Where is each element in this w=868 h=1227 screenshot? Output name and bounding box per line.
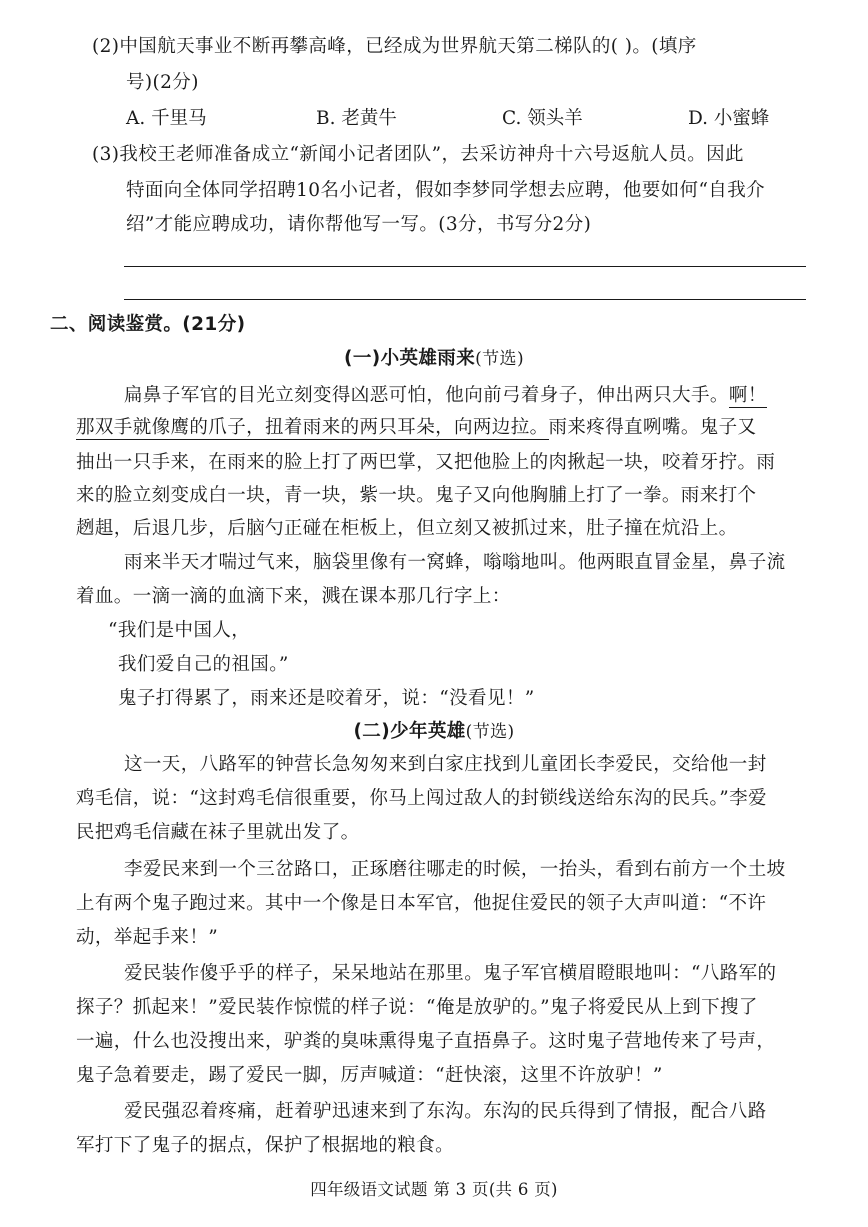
p1-line-6: 雨来半天才喘过气来，脑袋里像有一窝蜂，嗡嗡地叫。他两眼直冒金星，鼻子流 bbox=[124, 552, 786, 573]
q3-line-3: 绍”才能应聘成功，请你帮他写一写。(3分，书写分2分) bbox=[126, 214, 592, 235]
p1-underlined-sentence: 那双手就像鹰的爪子，扭着雨来的两只耳朵，向两边拉。 bbox=[76, 417, 549, 438]
passage2-title-note: (节选) bbox=[465, 722, 515, 742]
p2-line-8: 探子？抓起来！”爱民装作惊慌的样子说：“俺是放驴的。”鬼子将爱民从上到下搜了 bbox=[76, 997, 758, 1018]
p2-line-1: 这一天，八路军的钟营长急匆匆来到白家庄找到儿童团长李爱民，交给他一封 bbox=[124, 754, 767, 775]
q2-option-d: D. 小蜜蜂 bbox=[688, 108, 770, 129]
p2-line-11: 爱民强忍着疼痛，赶着驴迅速来到了东沟。东沟的民兵得到了情报，配合八路 bbox=[124, 1101, 767, 1122]
p1-line-4: 来的脸立刻变成白一块，青一块，紫一块。鬼子又向他胸脯上打了一拳。雨来打个 bbox=[76, 485, 757, 506]
passage2-title bbox=[0, 719, 868, 745]
p1-line-2 bbox=[76, 415, 756, 441]
passage1-title bbox=[0, 346, 868, 372]
q3-line-2: 特面向全体同学招聘10名小记者，假如李梦同学想去应聘，他要如何“自我介 bbox=[126, 180, 766, 201]
p1-line-7: 着血。一滴一滴的血滴下来，溅在课本那几行字上： bbox=[76, 586, 511, 607]
p1-line-3: 抽出一只手来，在雨来的脸上打了两巴掌，又把他脸上的肉揪起一块，咬着牙拧。雨 bbox=[76, 452, 776, 473]
p1-line-8: “我们是中国人， bbox=[108, 620, 251, 641]
p1-line-10: 鬼子打得累了，雨来还是咬着牙，说：“没看见！” bbox=[118, 688, 535, 709]
q2-option-b: B. 老黄牛 bbox=[316, 108, 397, 129]
answer-line-2[interactable] bbox=[124, 299, 806, 300]
section-heading: 二、阅读鉴赏。(21分) bbox=[50, 314, 246, 335]
q2-line-2: 号)(2分) bbox=[126, 72, 199, 93]
p2-line-5: 上有两个鬼子跑过来。其中一个像是日本军官，他捉住爱民的领子大声叫道：“不许 bbox=[76, 893, 767, 914]
p1-line-1 bbox=[124, 383, 767, 409]
p2-line-12: 军打下了鬼子的据点，保护了根据地的粮食。 bbox=[76, 1135, 455, 1156]
p2-line-2: 鸡毛信，说：“这封鸡毛信很重要，你马上闯过敌人的封锁线送给东沟的民兵。”李爱 bbox=[76, 788, 767, 809]
p2-line-9: 一遍，什么也没搜出来，驴粪的臭味熏得鬼子直捂鼻子。这时鬼子营地传来了号声， bbox=[76, 1031, 776, 1052]
p1-line-1-text: 扁鼻子军官的目光立刻变得凶恶可怕，他向前弓着身子，伸出两只大手。 bbox=[124, 385, 729, 406]
passage2-title-text: (二)少年英雄 bbox=[353, 721, 466, 742]
q2-line-1: (2)中国航天事业不断再攀高峰，已经成为世界航天第二梯队的( )。(填序 bbox=[92, 36, 697, 57]
p2-line-4: 李爱民来到一个三岔路口，正琢磨往哪走的时候，一抬头，看到右前方一个土坡 bbox=[124, 859, 786, 880]
p2-line-3: 民把鸡毛信藏在袜子里就出发了。 bbox=[76, 822, 360, 843]
passage1-title-note: (节选) bbox=[475, 349, 524, 369]
p2-line-6: 动，举起手来！” bbox=[76, 927, 219, 948]
p1-line-9: 我们爱自己的祖国。” bbox=[118, 654, 289, 675]
page-footer: 四年级语文试题 第 3 页(共 6 页) bbox=[310, 1180, 558, 1199]
q3-line-1: (3)我校王老师准备成立“新闻小记者团队”，去采访神舟十六号返航人员。因此 bbox=[92, 144, 744, 165]
p1-line-5: 趔趄，后退几步，后脑勺正碰在柜板上，但立刻又被抓过来，肚子撞在炕沿上。 bbox=[76, 518, 738, 539]
p1-line-2-rest: 雨来疼得直咧嘴。鬼子又 bbox=[548, 417, 757, 438]
q2-option-a: A. 千里马 bbox=[126, 108, 207, 129]
passage1-title-text: (一)小英雄雨来 bbox=[344, 348, 476, 369]
answer-line-1[interactable] bbox=[124, 266, 806, 267]
p2-line-7: 爱民装作傻乎乎的样子，呆呆地站在那里。鬼子军官横眉瞪眼地叫：“八路军的 bbox=[124, 963, 777, 984]
p1-underlined-start: 啊！ bbox=[728, 385, 767, 406]
q2-option-c: C. 领头羊 bbox=[502, 108, 583, 129]
p2-line-10: 鬼子急着要走，踢了爱民一脚，厉声喊道：“赶快滚，这里不许放驴！” bbox=[76, 1065, 663, 1086]
